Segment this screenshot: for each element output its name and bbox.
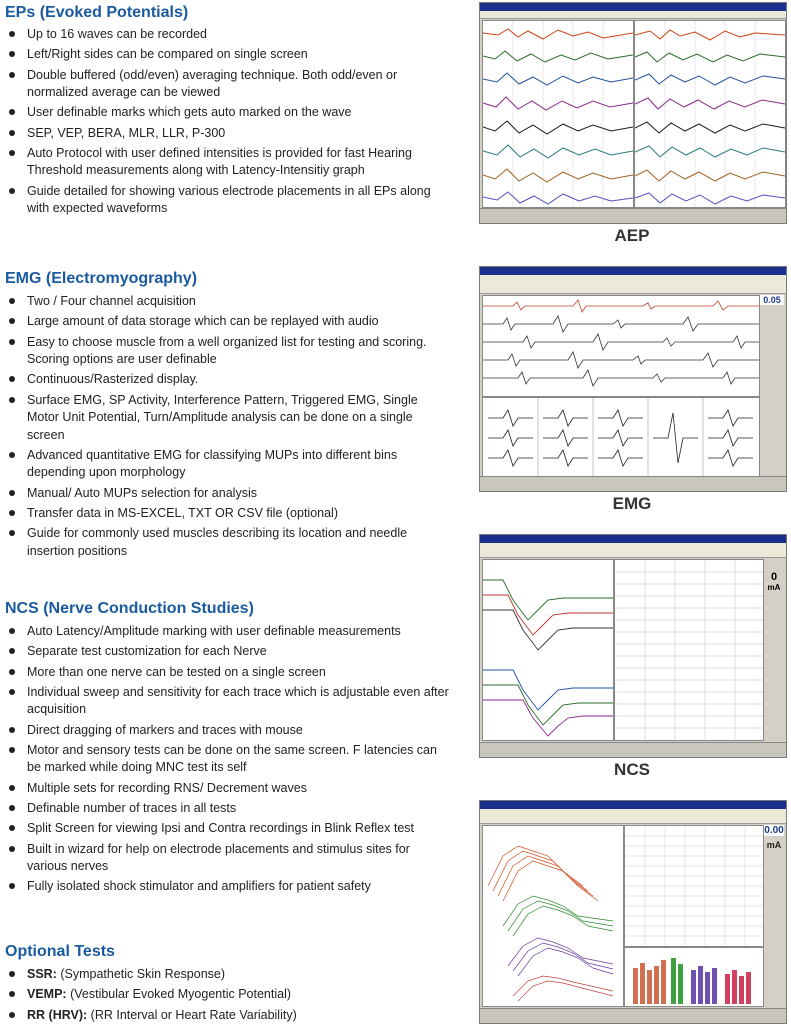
rr-readout	[764, 825, 784, 850]
button-bar	[480, 208, 786, 223]
emg-feature-item: Advanced quantitative EMG for classifying MUPs into different bins depending upon morphology	[5, 447, 453, 482]
eps-feature-list	[5, 26, 453, 221]
title-bar	[480, 535, 786, 543]
ncs-feature-item: Multiple sets for recording RNS/ Decrement waves	[5, 780, 453, 798]
optional-test-abbr: RR (HRV):	[27, 1007, 88, 1022]
mup-grid	[483, 398, 759, 476]
title-bar	[480, 267, 786, 275]
eps-feature-item: Up to 16 waves can be recorded	[5, 26, 453, 44]
emg-feature-item: Transfer data in MS-EXCEL, TXT OR CSV file (optional)	[5, 505, 453, 523]
ncs-wave-panel	[482, 559, 614, 741]
ncs-caption: NCS	[614, 760, 650, 779]
ncs-feature-item: Built in wizard for help on electrode placements and stimulus sites for various nerves	[5, 841, 453, 876]
rr-data-table	[624, 825, 764, 947]
eps-feature-item: Guide detailed for showing various electrode placements in all EPs along with expected waveforms	[5, 183, 453, 218]
ncs-section-title: NCS (Nerve Conduction Studies)	[5, 600, 254, 617]
ncs-feature-item: Split Screen for viewing Ipsi and Contra recordings in Blink Reflex test	[5, 820, 453, 838]
left-waveforms	[483, 21, 633, 207]
ncs-feature-item: Individual sweep and sensitivity for each trace which is adjustable even after acquisition	[5, 684, 453, 719]
rr-waveforms	[483, 826, 623, 1006]
optional-test-abbr: SSR:	[27, 967, 57, 981]
optional-test-desc: (RR Interval or Heart Rate Variability)	[90, 1007, 297, 1022]
rr-bar-chart	[624, 947, 764, 1007]
ncs-readout	[764, 571, 784, 592]
emg-continuous-panel	[482, 295, 760, 397]
emg-screenshot	[479, 266, 787, 492]
eps-feature-item: Auto Protocol with user defined intensities is provided for fast Hearing Threshold measurements along with Latency-Intensitiy graph	[5, 145, 453, 180]
ncs-feature-item: Auto Latency/Amplitude marking with user definable measurements	[5, 623, 453, 641]
optional-test-desc: (Sympathetic Skin Response)	[60, 967, 226, 981]
ncs-feature-list	[5, 623, 453, 899]
emg-feature-list	[5, 293, 453, 563]
emg-caption: EMG	[612, 494, 652, 513]
emg-feature-item: Large amount of data storage which can be replayed with audio	[5, 313, 453, 331]
results-grid	[615, 560, 763, 740]
rr-table-grid	[625, 826, 763, 946]
ncs-waveforms	[483, 560, 613, 740]
rr-wave-panel	[482, 825, 624, 1007]
ncs-feature-item: Separate test customization for each Nerve	[5, 643, 453, 661]
ncs-readout-value: 0	[770, 571, 778, 583]
aep-screenshot	[479, 2, 787, 224]
optional-test-desc: (Vestibular Evoked Myogentic Potential)	[70, 987, 292, 1002]
eps-feature-item: Left/Right sides can be compared on single screen	[5, 46, 453, 64]
ncs-readout-unit: mA	[767, 583, 781, 592]
ncs-screenshot	[479, 534, 787, 758]
button-bar	[480, 476, 786, 491]
optional-test-item	[5, 1007, 453, 1025]
title-bar	[480, 801, 786, 809]
emg-feature-item: Easy to choose muscle from a well organized list for testing and scoring. Scoring options are user definable	[5, 334, 453, 369]
emg-feature-item: Surface EMG, SP Activity, Interference Pattern, Triggered EMG, Single Motor Unit Potential, Turn/Amplitude analysis can be done on a single screen	[5, 392, 453, 445]
emg-traces	[483, 296, 759, 396]
emg-mup-panel	[482, 397, 760, 477]
optional-test-item	[5, 986, 453, 1004]
rr-bars	[625, 948, 763, 1006]
emg-feature-item: Manual/ Auto MUPs selection for analysis	[5, 485, 453, 503]
right-wave-panel	[634, 20, 786, 208]
title-bar	[480, 3, 786, 11]
eps-feature-item: Double buffered (odd/even) averaging technique. Both odd/even or normalized average can be viewed	[5, 67, 453, 102]
optional-test-list	[5, 966, 453, 1027]
ncs-feature-item: More than one nerve can be tested on a single screen	[5, 664, 453, 682]
emg-side-controls	[760, 295, 784, 475]
emg-feature-item: Two / Four channel acquisition	[5, 293, 453, 311]
emg-feature-item: Continuous/Rasterized display.	[5, 371, 453, 389]
emg-readout: 0.05	[760, 295, 784, 305]
emg-feature-item: Guide for commonly used muscles describing its location and needle insertion positions	[5, 525, 453, 560]
rr-screenshot	[479, 800, 787, 1024]
toolbar	[480, 275, 786, 294]
ncs-feature-item: Motor and sensory tests can be done on the same screen. F latencies can be marked while doing MNC test its self	[5, 742, 453, 777]
optional-test-item	[5, 966, 453, 984]
eps-section-title: EPs (Evoked Potentials)	[5, 4, 189, 21]
rr-readout-unit: mA	[766, 840, 782, 850]
ncs-results-table	[614, 559, 764, 741]
toolbar	[480, 543, 786, 558]
ncs-feature-item: Direct dragging of markers and traces with mouse	[5, 722, 453, 740]
rr-readout-value: 0.00	[764, 825, 784, 836]
optional-test-abbr: VEMP:	[27, 987, 67, 1002]
aep-caption: AEP	[614, 226, 650, 245]
eps-feature-item: User definable marks which gets auto marked on the wave	[5, 104, 453, 122]
left-wave-panel	[482, 20, 634, 208]
eps-feature-item: SEP, VEP, BERA, MLR, LLR, P-300	[5, 125, 453, 143]
ncs-feature-item: Fully isolated shock stimulator and amplifiers for patient safety	[5, 878, 453, 896]
right-waveforms	[635, 21, 785, 207]
emg-section-title: EMG (Electromyography)	[5, 270, 198, 287]
button-bar	[480, 1008, 786, 1023]
button-bar	[480, 742, 786, 757]
toolbar	[480, 809, 786, 824]
ncs-feature-item: Definable number of traces in all tests	[5, 800, 453, 818]
menu-bar	[480, 11, 786, 19]
optional-section-title: Optional Tests	[5, 943, 115, 960]
